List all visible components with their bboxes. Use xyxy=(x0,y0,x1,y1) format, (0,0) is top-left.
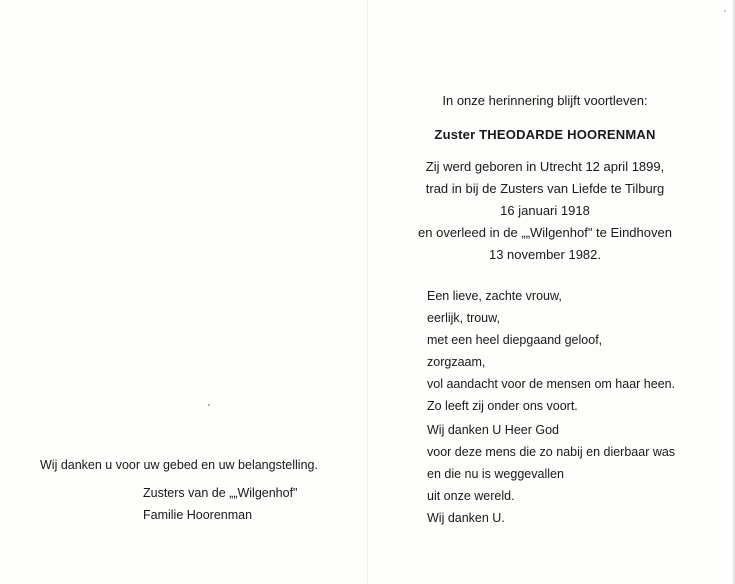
poem-line: met een heel diepgaand geloof, xyxy=(427,333,603,347)
poem-line: Een lieve, zachte vrouw, xyxy=(427,289,562,303)
deceased-name: Zuster THEODARDE HOORENMAN xyxy=(434,127,656,142)
bio-line: Zij werd geboren in Utrecht 12 april 1899, xyxy=(425,159,665,174)
bio-line: en overleed in de „„Wilgenhof" te Eindhoven xyxy=(418,225,672,240)
paper-speck xyxy=(208,404,210,406)
poem-line: eerlijk, trouw, xyxy=(427,311,500,325)
poem-line: Wij danken U Heer God xyxy=(427,423,560,437)
bio-line: 16 januari 1918 xyxy=(500,203,590,218)
bio-line: 13 november 1982. xyxy=(488,247,602,262)
poem-line: zorgzaam, xyxy=(427,355,486,369)
poem-stanza-1 xyxy=(427,285,687,417)
bio-line: trad in bij de Zusters van Liefde te Tilburg xyxy=(425,181,665,196)
intro-line: In onze herinnering blijft voortleven: xyxy=(442,93,648,108)
poem-line: Zo leeft zij onder ons voort. xyxy=(427,399,578,413)
poem-stanza-2 xyxy=(427,419,687,529)
poem-line: Wij danken U. xyxy=(427,511,505,525)
paper-speck xyxy=(724,10,726,12)
card-fold xyxy=(367,0,368,584)
poem-line: uit onze wereld. xyxy=(427,489,515,503)
poem-line: voor deze mens die zo nabij en dierbaar was xyxy=(427,445,676,459)
biography xyxy=(405,156,685,266)
signer: Zusters van de „„Wilgenhof" xyxy=(143,486,298,500)
memorial-heading xyxy=(405,90,685,266)
poem-line: en die nu is weggevallen xyxy=(427,467,564,481)
thanks-line: Wij danken u voor uw gebed en uw belangstelling. xyxy=(40,458,318,472)
poem-line: vol aandacht voor de mensen om haar heen. xyxy=(427,377,676,391)
signer: Familie Hoorenman xyxy=(143,508,253,522)
signers xyxy=(143,482,298,526)
